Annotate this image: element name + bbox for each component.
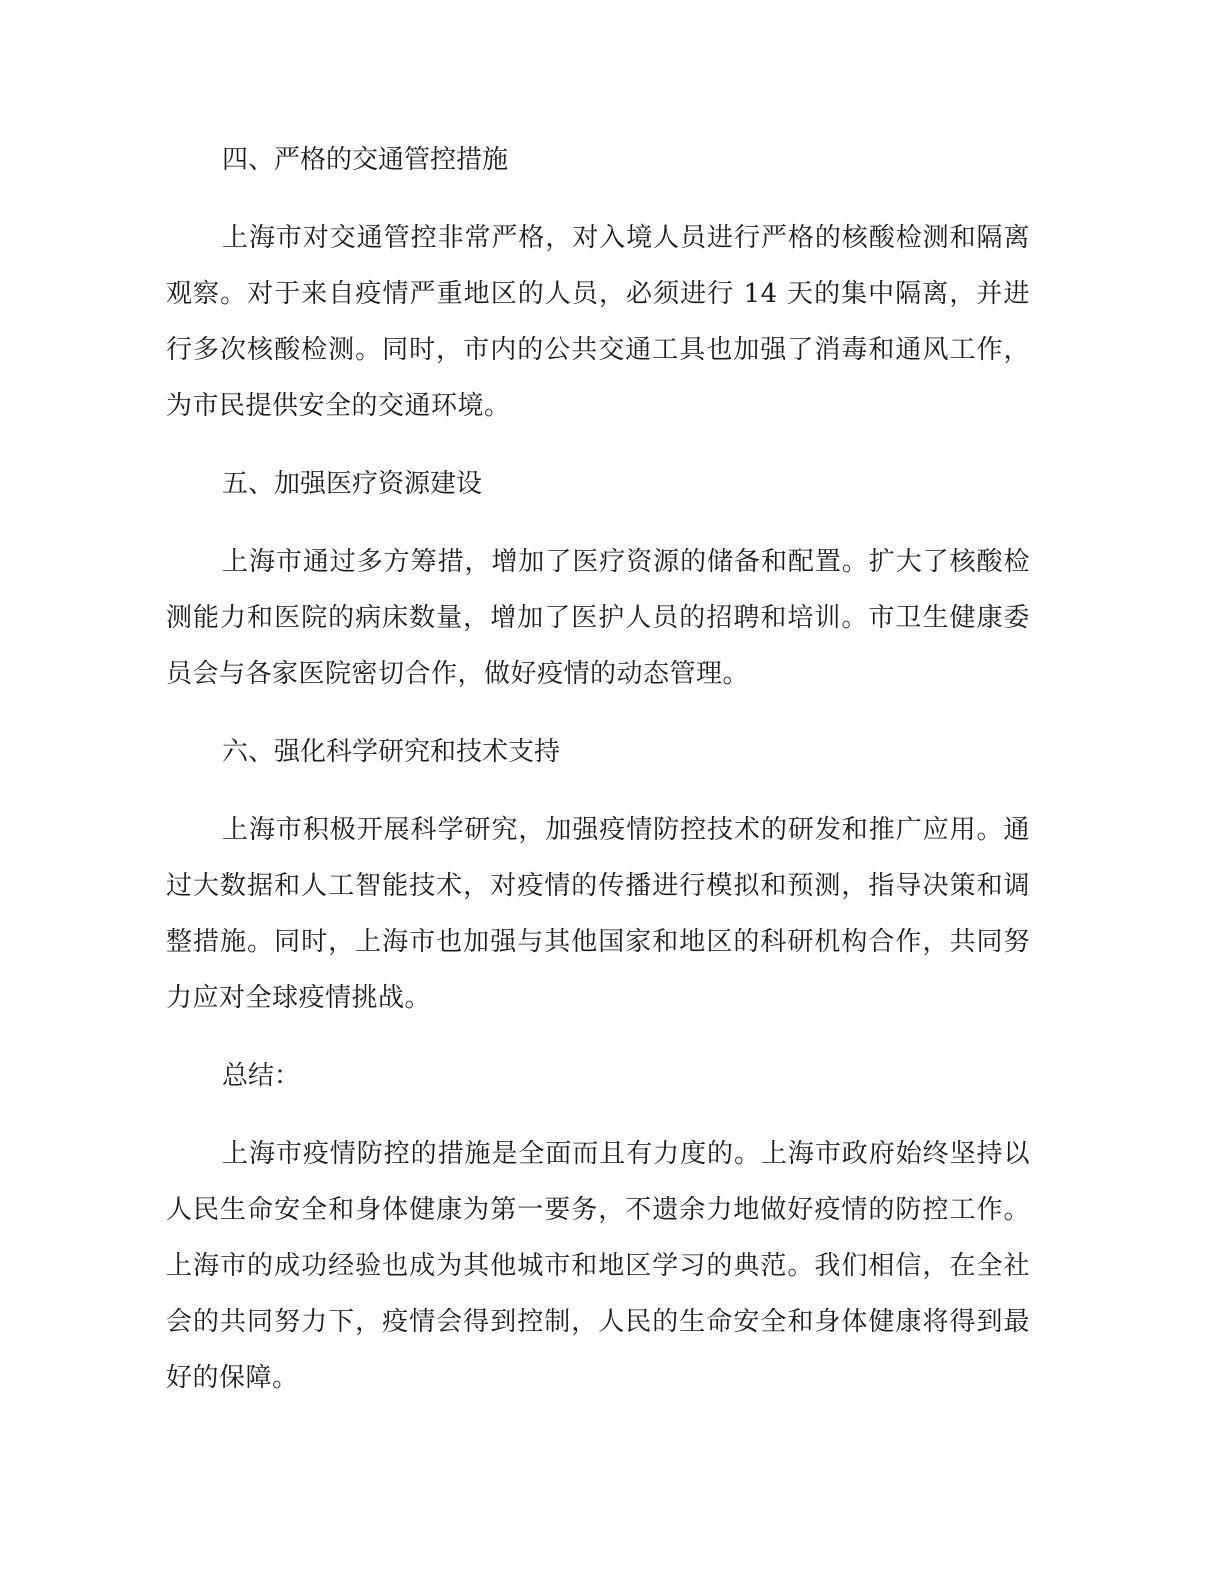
section-body-science-technology: 上海市积极开展科学研究，加强疫情防控技术的研发和推广应用。通过大数据和人工智能技术，对疫情的传播进行模拟和预测，指导决策和调整措施。同时，上海市也加强与其他国家和地区的科研机构合作，共同努力应对全球疫情挑战。 (166, 815, 1030, 1013)
section-body-summary: 上海市疫情防控的措施是全面而且有力度的。上海市政府始终坚持以人民生命安全和身体健康为第一要务，不遗余力地做好疫情的防控工作。上海市的成功经验也成为其他城市和地区学习的典范。我们相信，在全社会的共同努力下，疫情会得到控制，人民的生命安全和身体健康将得到最好的保障。 (166, 1139, 1030, 1393)
document-content (166, 132, 1030, 1428)
section-body-traffic-control: 上海市对交通管控非常严格，对入境人员进行严格的核酸检测和隔离观察。对于来自疫情严重地区的人员，必须进行 14 天的集中隔离，并进行多次核酸检测。同时，市内的公共交通工具也加强了消毒和通风工作，为市民提供安全的交通环境。 (166, 223, 1030, 421)
section-heading-summary: 总结： (222, 1061, 301, 1091)
section-heading-science-technology: 六、强化科学研究和技术支持 (222, 737, 561, 767)
section-heading-medical-resources: 五、加强医疗资源建设 (222, 469, 483, 499)
section-heading-traffic-control: 四、严格的交通管控措施 (222, 145, 509, 175)
section-body-medical-resources: 上海市通过多方筹措，增加了医疗资源的储备和配置。扩大了核酸检测能力和医院的病床数量，增加了医护人员的招聘和培训。市卫生健康委员会与各家医院密切合作，做好疫情的动态管理。 (166, 547, 1030, 689)
